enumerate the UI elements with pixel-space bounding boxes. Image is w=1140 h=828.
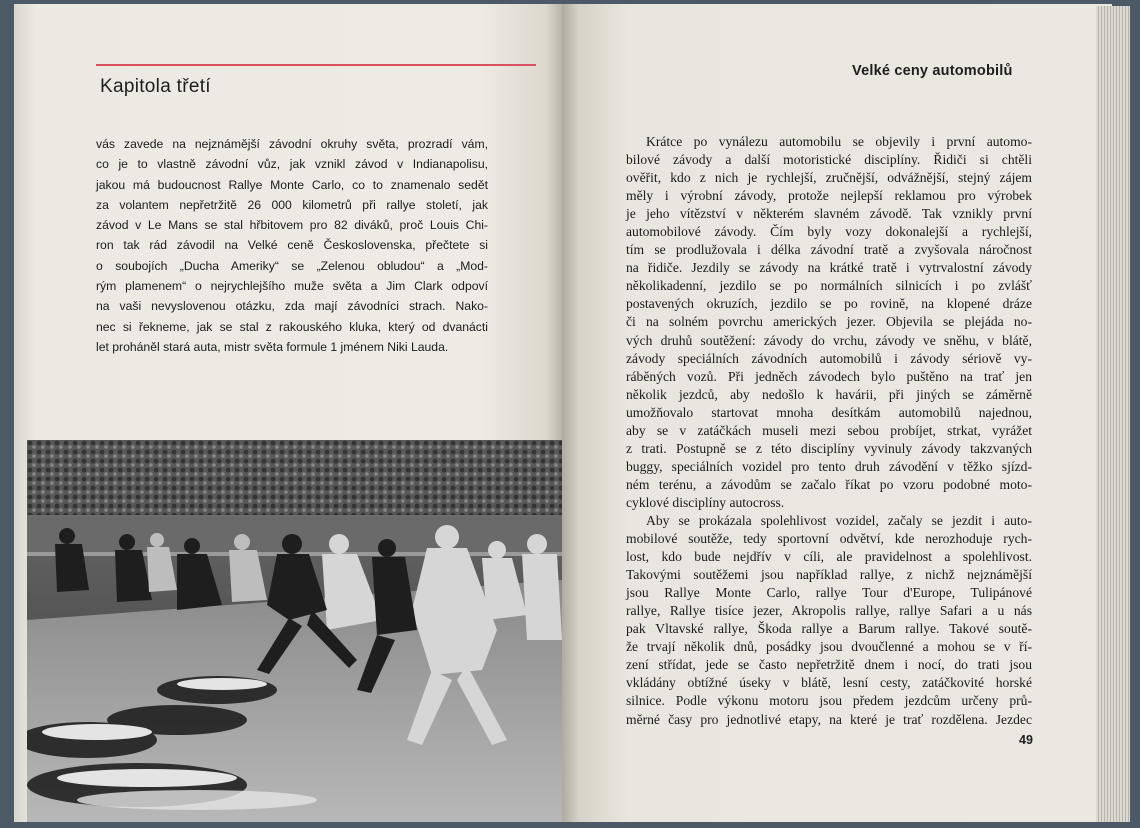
body-line: ověřit, kdo z nich je rychlejší, zručnější, odvážnější, stejný zájem [626,170,1032,186]
body-line: vých druhů soutěžení: závody do vrchu, závody ve sněhu, v blátě, [626,332,1032,348]
intro-line: na vaši nevyslovenou otázku, zda mají závodníci strach. Nako- [96,299,488,314]
body-line: několik jezdců, aby nedošlo k havárii, při jiných se záměrně [626,386,1032,402]
body-text [626,133,1032,729]
body-line: z trati. Postupně se z této disciplíny vyvinuly závody takzvaných [626,440,1032,456]
body-line: Krátce po vynálezu automobilu se objevily i první automo- [646,134,1032,149]
intro-line: let proháněl stará auta, mistr světa formule 1 jménem Niki Lauda. [96,339,449,354]
body-line: mobilové soutěže, tedy sportovní odvětví, kde nerozhoduje rych- [626,531,1032,547]
intro-line: jakou má budoucnost Rallye Monte Carlo, co to znamenalo sedět [96,177,488,192]
body-line: na řidiče. Jezdily se závody na krátké tratě i vytrvalostní závody [626,260,1032,276]
body-line: aby se v zatáčkách museli mezi sebou probíjet, strkat, vyrážet [626,422,1032,438]
race-start-photo-illustration [27,440,562,822]
body-line: že trvají několik dnů, posádky jsou dvoučlenné a mohou se v ří- [626,639,1032,655]
body-line: či na solném povrchu amerických jezer. Objevila se plejáda no- [626,314,1032,330]
body-line: závody speciálních závodních automobilů i závody sériově vy- [626,350,1032,366]
body-line: zení střídat, jede se často nepřetržitě dnem i nocí, do trati jsou [626,657,1032,673]
intro-line: nec si řekneme, jak se stal z rakouského kluka, který od dvanácti [96,319,488,334]
body-line: Takovými soutěžemi jsou například rallye, z nichž nejznámější [626,567,1032,583]
body-line: jsou Rallye Monte Carlo, rallye Tour d'Europe, Tulipánové [626,585,1032,601]
intro-line: rým plamenem“ o nejrychlejšího muže světa a Jim Clark odpoví [96,279,488,294]
body-line: několikadenní, jezdilo se po normálních silnicích i po zvlášť [626,278,1032,294]
running-head: Velké ceny automobilů [852,63,1013,79]
body-line: umožňovalo startovat mnoha desítkám automobilů najednou, [626,404,1032,420]
body-line: ném terénu, a závodům se začalo říkat po vzoru podobné moto- [626,476,1032,492]
body-line: buggy, speciálních vozidel pro tento druh závodění v těžko sjízd- [626,458,1032,474]
chapter-intro [96,134,488,357]
body-line: rallye, Rallye tisíce jezer, Akropolis rallye, rallye Safari a u nás [626,603,1032,619]
intro-line: ron tak rád závodil na Velké ceně Československa, přečtete si [96,238,488,253]
intro-line: o soubojích „Ducha Ameriky“ se „Zelenou obludou“ a „Mod- [96,258,488,273]
body-line: měly i výrobní závody, protože nejlepší reklamou pro výrobek [626,188,1032,204]
body-line: je jeho vítězství v některém slavném závodě. Tak vznikly první [626,206,1032,222]
body-line: pak Vltavské rallye, Škoda rallye a Barum rallye. Takové soutě- [626,621,1032,637]
intro-line: za volantem nepřetržitě 26 000 kilometrů při rallye století, jak [96,197,488,212]
page-number: 49 [1019,733,1033,747]
body-line: cyklové disciplíny autocross. [626,494,785,510]
body-line: ráběných vozů. Při jedněch závodech bylo puštěno na trať jen [626,368,1032,384]
race-start-photo [27,440,562,822]
body-line: Aby se prokázala spolehlivost vozidel, začaly se jezdit i auto- [646,512,1032,528]
body-line: lost, kdo bude nejdřív v cíli, ale pravidelnost a spolehlivost. [626,549,1032,565]
body-line: tím se prodlužovala i délka závodní tratě a zvyšovala náročnost [626,242,1032,258]
intro-line: co je to vlastně závodní vůz, jak vznikl závod v Indianapolisu, [96,157,488,172]
chapter-rule [96,64,536,66]
body-line: silnice. Podle výkonu motoru jsou předem jezdcům určeny prů- [626,693,1032,709]
chapter-heading: Kapitola třetí [100,76,211,97]
body-line: vkládány obtížné úseky v blátě, lesní cesty, zatáčkovité horské [626,675,1032,691]
body-line: měrné časy pro jednotlivé etapy, na které je trať rozdělena. Jezdec [626,711,1032,727]
intro-line: vás zavede na nejznámější závodní okruhy světa, prozradí vám, [96,137,488,151]
body-line: bilové závody a další motoristické disciplíny. Řidiči si chtěli [626,152,1032,168]
body-line: postavených okruzích, jezdilo se po rovině, na klopené dráze [626,296,1032,312]
body-line: automobilové závody. Čím byly vozy dokonalejší a rychlejší, [626,224,1032,240]
page-edges [1096,6,1130,822]
intro-line: závod v Le Mans se stal hřbitovem pro 82 diváků, proč Louis Chi- [96,218,488,233]
